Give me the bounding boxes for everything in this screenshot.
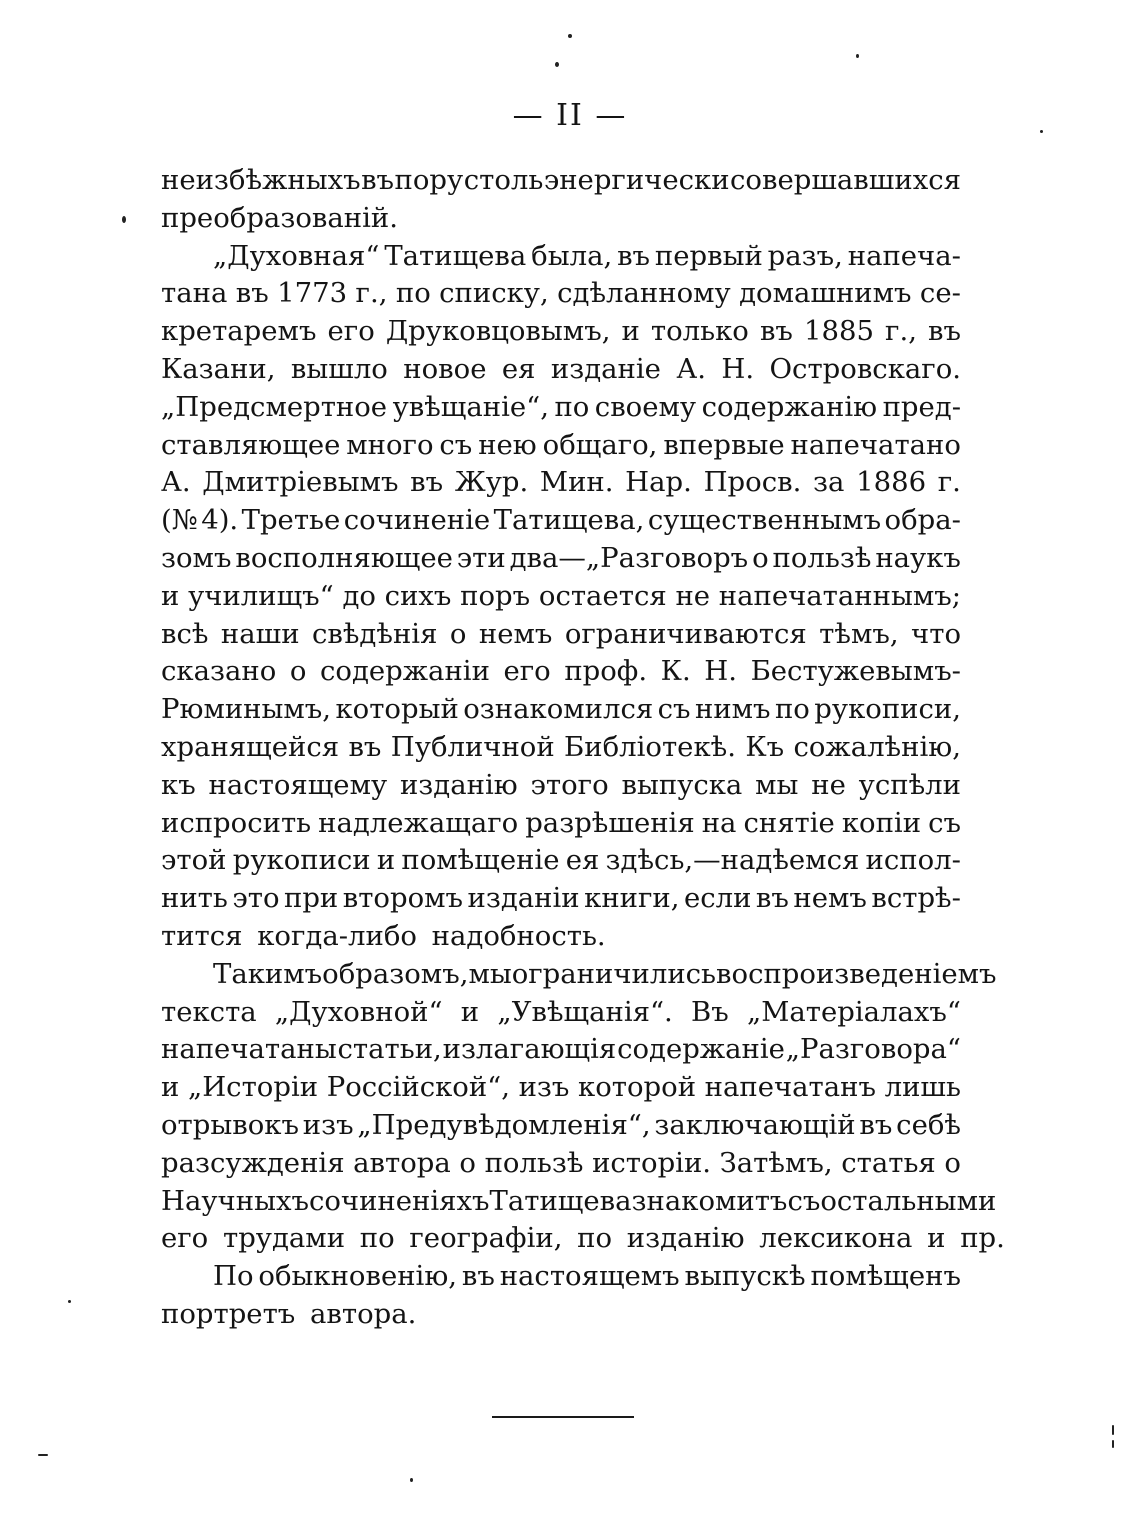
scan-speck [1040,130,1043,133]
text-line: неизбѣжныхъ въ пору столь энергически совершавшихся [161,164,961,196]
text-line: всѣ наши свѣдѣнія о немъ ограничиваются тѣмъ, что [161,617,961,650]
text-line: ставляющее много съ нею общаго, впервые напечатано [161,428,961,461]
scan-speck [1112,1425,1114,1435]
text-line: сказано о содержаніи его проф. К. Н. Бестужевымъ- [161,655,961,688]
text-line: и „Исторіи Россійской“, изъ которой напечатанъ лишь [161,1071,961,1104]
text-line: Казани, вышло новое ея изданіе А. Н. Островскаго. [161,352,961,385]
scan-speck [410,1478,413,1482]
text-line: преобразованій. [161,201,398,234]
scan-speck [568,34,572,38]
text-line: отрывокъ изъ „Предувѣдомленія“, заключающій въ себѣ [161,1108,961,1141]
body-text [161,162,1005,1334]
text-line: кретаремъ его Друковцовымъ, и только въ 1885 г., въ [161,315,961,348]
scan-speck [68,1300,71,1303]
text-line: разсужденія автора о пользѣ исторіи. Затѣмъ, статья о [161,1146,961,1179]
scan-speck [1112,1440,1114,1448]
page-number: — II — [512,98,628,133]
text-line: хранящейся въ Публичной Библіотекѣ. Къ сожалѣнію, [161,730,961,763]
text-line: А. Дмитріевымъ въ Жур. Мин. Нар. Просв. за 1886 г. [161,466,961,499]
text-line: Рюминымъ, который ознакомился съ нимъ по рукописи, [161,693,961,726]
text-line: „Предсмертное увѣщаніе“, по своему содержанію пред- [161,390,961,423]
text-line: и училищъ“ до сихъ поръ остается не напечатаннымъ; [161,579,961,612]
scan-speck [38,1454,48,1456]
text-line: напечатаны статьи, излагающія содержаніе „Разговора“ [161,1033,961,1066]
scan-speck [555,62,559,67]
text-line: испросить надлежащаго разрѣшенія на снятіе копіи съ [161,806,961,839]
scan-speck [122,216,126,223]
text-line: текста „Духовной“ и „Увѣщанія“. Въ „Матеріалахъ“ [161,995,961,1028]
text-line: этой рукописи и помѣщеніе ея здѣсь,—надѣемся испол- [161,844,961,877]
text-line: Научныхъ сочиненіяхъ Татищева знакомитъ съ остальными [161,1184,997,1217]
text-line: тана въ 1773 г., по списку, сдѣланному домашнимъ се- [161,277,961,310]
text-line: къ настоящему изданію этого выпуска мы не успѣли [161,768,961,801]
text-line: его трудами по географіи, по изданію лексикона и пр. [161,1222,1005,1255]
text-line: „Духовная“ Татищева была, въ первый разъ, напеча- [213,239,961,272]
text-line: зомъ восполняющее эти два—„Разговоръ о пользѣ наукъ [161,541,961,574]
closing-rule [492,1416,634,1418]
text-line: нить это при второмъ изданіи книги, если въ немъ встрѣ- [161,882,961,915]
text-line: (№ 4). Третье сочиненіе Татищева, существеннымъ обра- [161,504,961,537]
text-line: портретъ автора. [161,1297,417,1330]
text-line: По обыкновенію, въ настоящемъ выпускѣ помѣщенъ [213,1260,961,1293]
text-line: Такимъ образомъ, мы ограничились воспроизведеніемъ [213,957,997,990]
scan-speck [856,54,859,58]
text-line: тится когда-либо надобность. [161,919,606,952]
